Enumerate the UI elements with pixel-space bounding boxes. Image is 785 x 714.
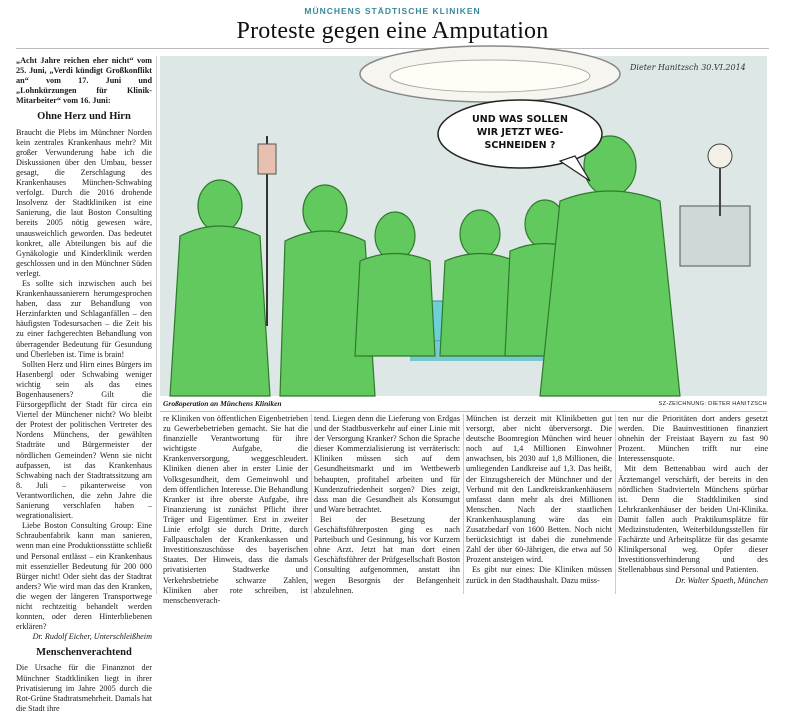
reference-intro: „Acht Jahre reichen eher nicht“ vom 25. Juni, „Verdi kündigt Großkonflikt an“ vom 17. Juni und „Lohnkürzungen für Klinik-Mitarbeiter“ vom 16. Juni: bbox=[16, 56, 152, 106]
letter-paragraph: Es sollte sich inzwischen auch bei Krankenhaussanierern herumgesprochen haben, dass zur Behandlung von Herzinfarkten und Schlaganfällen – den häufigsten Todesursachen – die Zeit bis zu einer fachgerechten Behandlung von überragender Bedeutung für Gesundung und Überleben ist. Time is brain! bbox=[16, 278, 152, 359]
column-divider bbox=[463, 414, 464, 594]
illustration-caption: Großoperation an Münchens Kliniken bbox=[163, 399, 282, 408]
letter-paragraph: re Kliniken von öffentlichen Eigenbetrieben zu Gewerbebetrieben gemacht. Sie hat die finanzielle Verantwortung für ihre wichtigste Aufgabe, die Krankenversorgung, weggeschleudert. Kliniken dienen aber in erster Linie der Volksgesundheit, dem Gemeinwohl und dem öffentlichen Interesse. Die Behandlung Kranker ist ihre oberste Aufgabe, ihre Finanzierung ist zunächst Pflicht ihrer Träger und Eigentümer. Erst in zweiter Linie erfolgt sie durch Dritte, durch Fallpauschalen der Krankenkassen und Investitionszuschüsse des bayerischen Staates. Der Hinweis, dass die damals privatisierten Stadtwerke und Verkehrsbetriebe schwarze Zahlen, Kliniken aber rote schreiben, ist menschenverach- bbox=[163, 414, 308, 605]
skeleton-skull-icon bbox=[708, 144, 732, 168]
letter-heading-2: Menschenverachtend bbox=[36, 647, 132, 659]
letter-signature: Dr. Walter Spaeth, München bbox=[675, 575, 768, 585]
letter-paragraph: Mit dem Bettenabbau wird auch der Ärztemangel verschärft, der bereits in den nördlichen Stadtvierteln Münchens spürbar ist. Denn die Stadtkliniken sind Lehrkrankenhäuser der beiden Uni-Klinika. Damit fallen auch Praktikumsplätze für Medizinstudenten, Weiterbildungsstellen für Fachärzte und Arbeitsplätze für das gesamte Klinikpersonal weg. Opfer dieser Investitionsverhinderung und des Stellenabbaus sind Personal und Patienten. bbox=[618, 464, 768, 575]
page-title: Proteste gegen eine Amputation bbox=[236, 18, 549, 44]
letter-column-2 bbox=[163, 414, 308, 605]
column-divider bbox=[311, 414, 312, 594]
illustration-credit: SZ-ZEICHNUNG: DIETER HANITZSCH bbox=[658, 401, 767, 407]
artist-signature: Dieter Hanitzsch 30.VI.2014 bbox=[630, 63, 746, 72]
iv-bag bbox=[258, 144, 276, 174]
speech-line-1: UND WAS SOLLEN bbox=[472, 114, 568, 125]
letter-paragraph: ten nur die Prioritäten dort anders gesetzt werden. Die Bauinvestitionen finanziert ohnehin der Freistaat Bayern zu fast 90 Prozent. München trifft nur eine Interessensquote. bbox=[618, 414, 768, 464]
letter-paragraph: Sollten Herz und Hirn eines Bürgers im Hasenbergl oder Schwabing weniger wichtig sein als das eines Bogenhauseners? Gilt die Fürsorgepflicht der Stadt für circa ein Viertel der Münchener nicht? Wo bleibt der Protest der politischen Vertreter des Nordens Münchens, der gewählten Stadträte und Bürgermeister der nördlichen Gemeinden? Wenn sie nicht aufpassen, ist das Krankenhaus Schwabing nach der Stadtratssitzung am 8. Juli – pikanterweise von Verantwortlichen, die zehn Jahre die Sanierung verschlafen haben – wegrationalisiert. bbox=[16, 359, 152, 521]
letter-column-3 bbox=[314, 414, 460, 594]
letter-column-1 bbox=[16, 56, 152, 713]
medical-monitor bbox=[680, 206, 750, 266]
speech-line-2: WIR JETZT WEG- bbox=[476, 127, 564, 138]
letter-paragraph: Bei der Besetzung der Geschäftsführerposten ging es nach Parteibuch und Gesinnung, bis vor Kurzem ohne Arzt. Jetzt hat man dort einen Geschäftsführer der Prüfgesellschaft Boston Consulting aufgenommen, anstatt ihn wegen Besorgnis der Befangenheit abzulehnen. bbox=[314, 514, 460, 595]
surgery-cartoon bbox=[160, 56, 767, 396]
cartoon-illustration bbox=[160, 56, 767, 396]
caption-rule bbox=[160, 411, 767, 412]
letter-signature: Dr. Rudolf Eicher, Unterschleißheim bbox=[32, 632, 152, 642]
letter-paragraph: Liebe Boston Consulting Group: Eine Schraubenfabrik kann man sanieren, wenn man eine Produktionsstätte schließt und Personal entlässt – ein Krankenhaus mit essenzieller Bedeutung für 200 000 Bürger nicht! Oder sieht das der Stadtrat anders? Wie wird man das den Kranken, die wegen der längeren Transportwege nicht rechtzeitig behandelt werden konnten, oder deren Hinterbliebenen erklären? bbox=[16, 521, 152, 632]
letter-heading-1: Ohne Herz und Hirn bbox=[37, 111, 131, 123]
top-rule bbox=[16, 48, 769, 49]
letter-paragraph: Braucht die Plebs im Münchner Norden kein zentrales Krankenhaus mehr? Mit großer Verwunderung habe ich die Diskussionen über den Umbau, besser gesagt, die Zerschlagung des Krankenhauses München-Schwabing verfolgt. Durch die 2016 drohende Insolvenz der Stadtkliniken ist eine Sanierung, die laut Boston Consulting bereits 2005 nötig gewesen wäre, unausweichlich geworden. Das bedeutet konkret, alle Abteilungen bis auf die Gynäkologie und Kinderklinik werden geschlossen und in den Münchner Süden verlegt. bbox=[16, 127, 152, 278]
letter-paragraph: Es gibt nur eines: Die Kliniken müssen zurück in den Stadthaushalt. Dazu müss- bbox=[466, 565, 612, 585]
letter-paragraph: Die Ursache für die Finanznot der Münchner Stadtkliniken liegt in ihrer Privatisierung im Jahre 2005 durch die Rot-Grüne Stadtratsmehrheit. Damals hat die Stadt ihre bbox=[16, 663, 152, 713]
column-divider bbox=[615, 414, 616, 594]
column-divider bbox=[156, 56, 157, 594]
letter-column-5 bbox=[618, 414, 768, 594]
letter-paragraph: tend. Liegen denn die Lieferung von Erdgas und der Stadtbusverkehr auf einer Linie mit der Versorgung Kranker? Schon die Sprache dieser Kommerzialisierung ist verräterisch: Kliniken müssen sich auf dem Gesundheitsmarkt und im Wettbewerb behaupten, profitabel arbeiten und für Kundenzufriedenheit sorgen? Dies zeigt, dass man die Gesundheit als Konsumgut und Ware betrachtet. bbox=[314, 414, 460, 514]
section-kicker: MÜNCHENS STÄDTISCHE KLINIKEN bbox=[304, 6, 481, 16]
speech-line-3: SCHNEIDEN ? bbox=[484, 140, 556, 151]
letter-column-4 bbox=[466, 414, 612, 594]
letter-paragraph: München ist derzeit mit Klinikbetten gut versorgt, aber nicht überversorgt. Die deutsche Boomregion München wird heuer noch auf 1,4 Millionen Einwohner anwachsen, bis 2030 auf 1,8 Millionen, die umliegenden Landkreise auf 1,3. Das heißt, der Einzugsbereich der Münchner und der Verbund mit den Landkreiskrankenhäusern umfasst dann mehr als drei Millionen Menschen. Nach der staatlichen Krankenhausplanung wäre das ein Zusatzbedarf von 1600 Betten. Noch nicht berücksichtigt ist dabei die zunehmende Zahl der über 60-Jährigen, die etwa auf 50 Prozent ansteigen wird. bbox=[466, 414, 612, 565]
